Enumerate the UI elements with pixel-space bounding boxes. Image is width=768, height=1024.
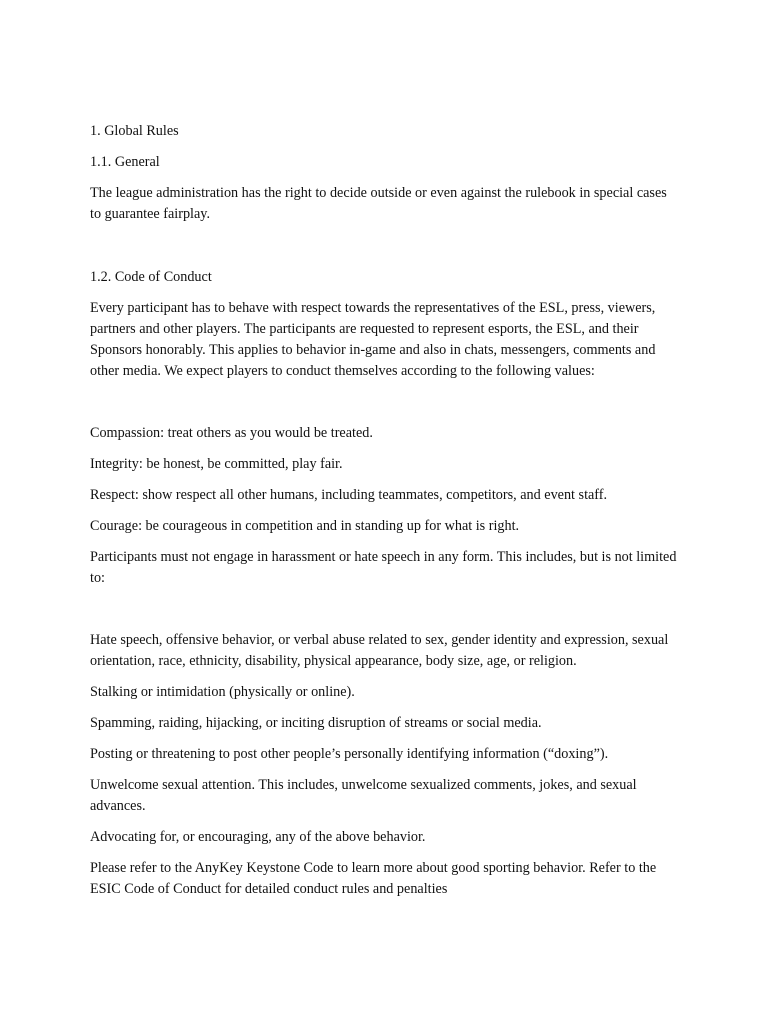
heading-global-rules: 1. Global Rules <box>90 123 179 139</box>
prohibited-spamming: Spamming, raiding, hijacking, or inciting disruption of streams or social media. <box>90 715 542 731</box>
general-paragraph: The league administration has the right to decide outside or even against the rulebook in special cases to guarantee fairplay. <box>90 185 667 222</box>
prohibited-stalking: Stalking or intimidation (physically or online). <box>90 684 355 700</box>
value-integrity: Integrity: be honest, be committed, play fair. <box>90 456 343 472</box>
heading-general: 1.1. General <box>90 154 160 170</box>
document-body <box>90 121 680 910</box>
prohibited-doxing: Posting or threatening to post other people’s personally identifying information (“doxing”). <box>90 746 609 762</box>
conduct-intro-paragraph: Every participant has to behave with respect towards the representatives of the ESL, press, viewers, partners and other players. The participants are requested to represent esports, the ESL, and their Sponsors honorably. This applies to behavior in-game and also in chats, messengers, comments and other media. We expect players to conduct themselves according to the following values: <box>90 300 656 379</box>
value-courage: Courage: be courageous in competition and in standing up for what is right. <box>90 518 520 534</box>
harassment-intro-paragraph: Participants must not engage in harassment or hate speech in any form. This includes, but is not limited to: <box>90 549 677 586</box>
prohibited-advocating: Advocating for, or encouraging, any of the above behavior. <box>90 829 426 845</box>
prohibited-hate-speech: Hate speech, offensive behavior, or verbal abuse related to sex, gender identity and expression, sexual orientation, race, ethnicity, disability, physical appearance, body size, age, or religion. <box>90 632 669 669</box>
prohibited-sexual-attention: Unwelcome sexual attention. This includes, unwelcome sexualized comments, jokes, and sexual advances. <box>90 777 637 814</box>
heading-code-of-conduct: 1.2. Code of Conduct <box>90 269 212 285</box>
closing-paragraph: Please refer to the AnyKey Keystone Code to learn more about good sporting behavior. Refer to the ESIC Code of Conduct for detailed conduct rules and penalties <box>90 860 657 897</box>
value-compassion: Compassion: treat others as you would be treated. <box>90 425 373 441</box>
value-respect: Respect: show respect all other humans, including teammates, competitors, and event staff. <box>90 487 608 503</box>
